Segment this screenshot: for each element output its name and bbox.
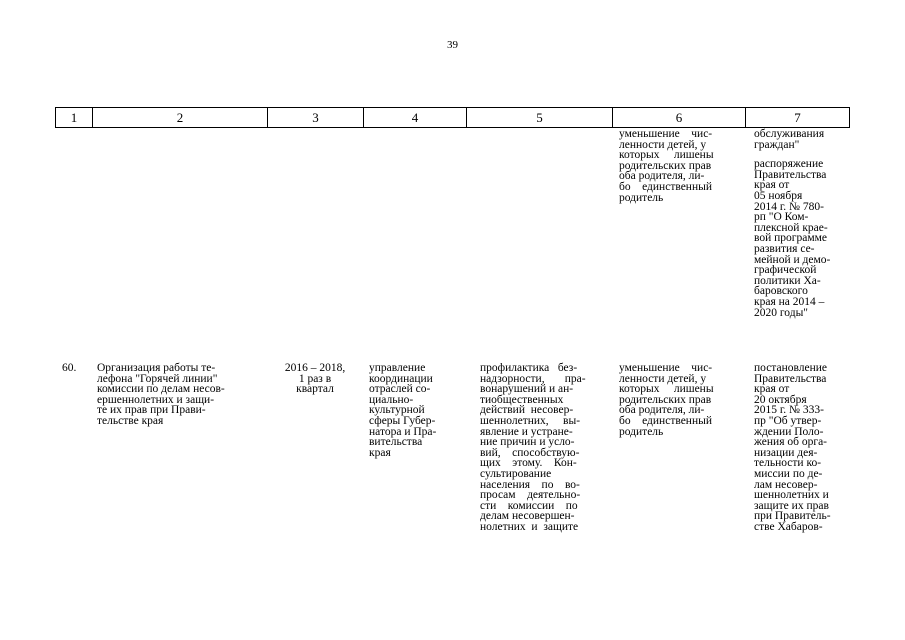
header-col-7: 7 [794, 110, 801, 125]
header-col-3: 3 [268, 108, 364, 127]
row-60-number: 60. [62, 362, 77, 374]
page-number: 39 [447, 39, 458, 51]
row-60-col7: постановление Правительства края от 20 октября 2015 г. № 333- пр "Об утвер- ждении Поло- жения об орга- низации дея- тельности ко- миссии по де- лам несовер- шеннолетних и защите их прав при Правитель- стве Хабаров- [754, 362, 831, 533]
row-60-col3: 2016 – 2018, 1 раз в квартал [284, 362, 346, 396]
continued-row-col7 [754, 129, 830, 318]
continued-col7-top: обслуживания граждан" [754, 128, 825, 151]
header-col-4: 4 [364, 108, 467, 127]
row-60-col6: уменьшение чис- ленности детей, у которых лишены родительских прав оба родителя, ли- бо единственный родитель [619, 362, 714, 438]
row-60-col2: Организация работы те- лефона "Горячей линии" комиссии по делам несов- ершеннолетних и защи- те их прав при Прави- тельстве края [97, 362, 225, 427]
continued-col7-bottom: распоряжение Правительства края от 05 ноября 2014 г. № 780- рп "О Ком- плексной краe- вой программе развития се- мейной и демо- графической политики Ха- баровского края на 2014 – 2020 годы" [754, 158, 831, 319]
header-col-5: 5 [467, 108, 613, 127]
row-60-col4: управление координации отраслей со- циально- культурной сферы Губер- натора и Пра- вительства края [369, 362, 437, 459]
header-col-6: 6 [613, 108, 746, 127]
continued-row-col6: уменьшение чис- ленности детей, у которых лишены родительских прав оба родителя, ли- бо единственный родитель [619, 128, 714, 204]
header-col-2: 2 [93, 108, 268, 127]
row-60-col5: профилактика без- надзорности, пра- вонарушений и ан- тиобщественных действий несовер- шеннолетних, вы- явление и устране- ние причин и усло- вий, способствую- щих этому. Кон- сультирование населения по во- просам деятельно- сти комиссии по делам несовершен- нолетних и защите [480, 362, 586, 533]
header-col-1: 1 [56, 108, 93, 127]
table-header-row [55, 107, 850, 128]
